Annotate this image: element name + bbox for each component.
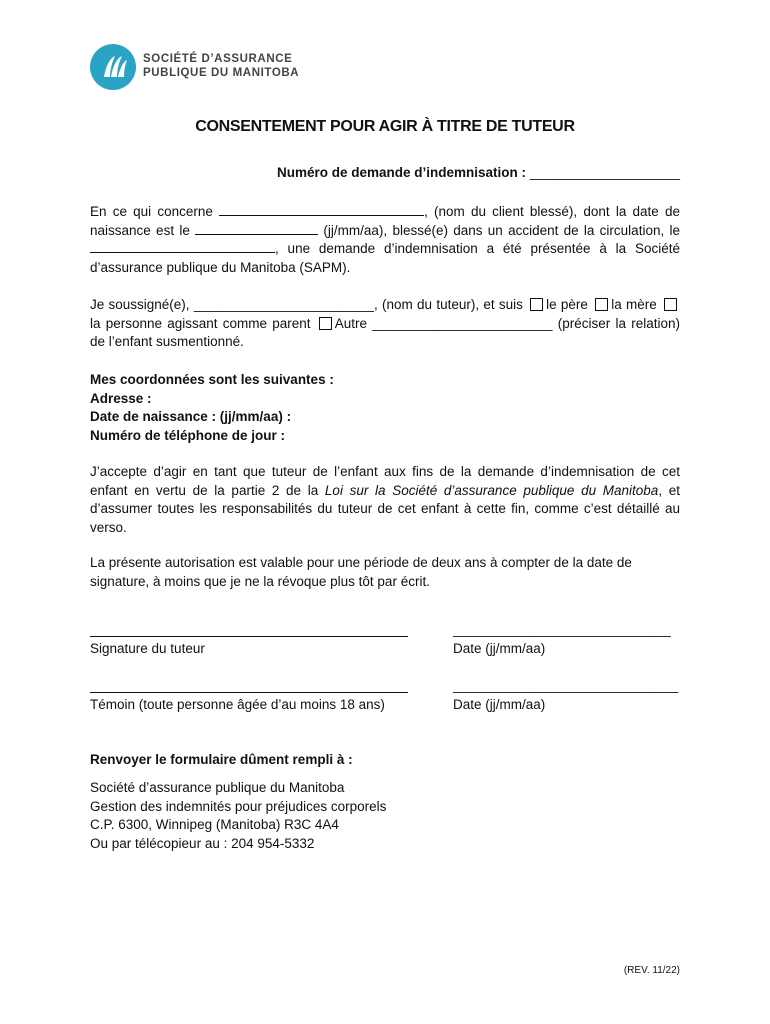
guardian-signature-field[interactable] <box>90 636 408 637</box>
accident-date-field[interactable] <box>90 240 275 253</box>
claim-number-label: Numéro de demande d’indemnisation : <box>277 165 527 180</box>
date-field-2[interactable]: ______________________________ <box>453 678 679 693</box>
birthdate-label[interactable]: Date de naissance : (jj/mm/aa) : <box>90 409 292 424</box>
address-label[interactable]: Adresse : <box>90 390 152 406</box>
client-paragraph <box>90 203 680 277</box>
witness-signature-field[interactable] <box>90 692 408 693</box>
return-line-2: Gestion des indemnités pour préjudices corporels <box>90 798 387 814</box>
law-title: Loi sur la Société d’assurance publique du Manitoba <box>324 482 659 498</box>
guardian-signature-label: Signature du tuteur <box>90 641 205 656</box>
guardian-paragraph <box>90 296 680 352</box>
form-title: CONSENTEMENT POUR AGIR À TITRE DE TUTEUR <box>195 118 575 135</box>
other-relation-field[interactable]: ________________________ <box>372 315 553 331</box>
return-line-1: Société d’assurance publique du Manitoba <box>90 780 345 795</box>
guardian-name-field[interactable]: ________________________ <box>193 297 375 312</box>
contact-info <box>90 371 680 445</box>
return-line-4: Ou par télécopieur au : 204 954-5332 <box>90 835 315 851</box>
claim-number-row <box>277 165 680 180</box>
mother-label: la mère <box>611 297 657 312</box>
revision-note: (REV. 11/22) <box>623 965 680 976</box>
guardian-text-3: (préciser la relation) de l’enfant susmentionné. <box>90 315 680 349</box>
consent-text-1: J’accepte d’agir en tant que tuteur de l’enfant aux fins de la demande d’indemnisation de cet enfant en vertu de la partie 2 de la <box>90 464 680 498</box>
consent-paragraph <box>90 463 680 537</box>
contact-heading: Mes coordonnées sont les suivantes : <box>90 372 334 387</box>
consent-text-2: , et d’assumer toutes les responsabilités du tuteur de cet enfant à cette fin, comme c’est détaillé au verso. <box>90 482 680 535</box>
other-checkbox[interactable] <box>319 317 332 330</box>
return-line-3: C.P. 6300, Winnipeg (Manitoba) R3C 4A4 <box>90 817 339 832</box>
other-label: Autre <box>334 315 368 331</box>
father-checkbox[interactable] <box>530 298 543 311</box>
guardian-text-1: Je soussigné(e), <box>90 297 190 312</box>
father-label: le père <box>546 297 588 312</box>
claim-number-field[interactable]: ____________________ <box>529 165 680 180</box>
guardian-text-2: , (nom du tuteur), et suis <box>374 297 523 312</box>
org-name-line1: SOCIÉTÉ D’ASSURANCE <box>143 53 293 65</box>
org-name <box>143 52 299 80</box>
witness-label: Témoin (toute personne âgée d’au moins 18 ans) <box>90 697 385 712</box>
client-text-1: En ce qui concerne <box>90 204 213 219</box>
date-label-2: Date (jj/mm/aa) <box>453 697 546 712</box>
parent-checkbox[interactable] <box>664 298 677 311</box>
mpi-logo-icon <box>90 44 136 90</box>
parent-label: la personne agissant comme parent <box>90 315 311 331</box>
org-name-line2: PUBLIQUE DU MANITOBA <box>143 67 300 79</box>
phone-label[interactable]: Numéro de téléphone de jour : <box>90 427 286 443</box>
validity-paragraph: La présente autorisation est valable pour une période de deux ans à compter de la date de signature, à moins que je ne la révoque plus tôt par écrit. <box>90 555 632 589</box>
mother-checkbox[interactable] <box>595 298 608 311</box>
client-text-2: , (nom du client blessé), dont la date de naissance est le <box>90 204 680 238</box>
date-label-1: Date (jj/mm/aa) <box>453 641 546 656</box>
return-heading: Renvoyer le formulaire dûment rempli à : <box>90 752 353 767</box>
client-text-3: (jj/mm/aa), blessé(e) dans un accident de la circulation, le <box>323 222 680 238</box>
date-field-1[interactable]: _____________________________ <box>453 622 671 637</box>
client-name-field[interactable] <box>219 203 424 216</box>
client-birthdate-field[interactable] <box>195 222 318 235</box>
return-address <box>90 779 680 853</box>
client-text-4: , une demande d’indemnisation a été présentée à la Société d’assurance publique du Manitoba (SAPM). <box>90 241 680 275</box>
